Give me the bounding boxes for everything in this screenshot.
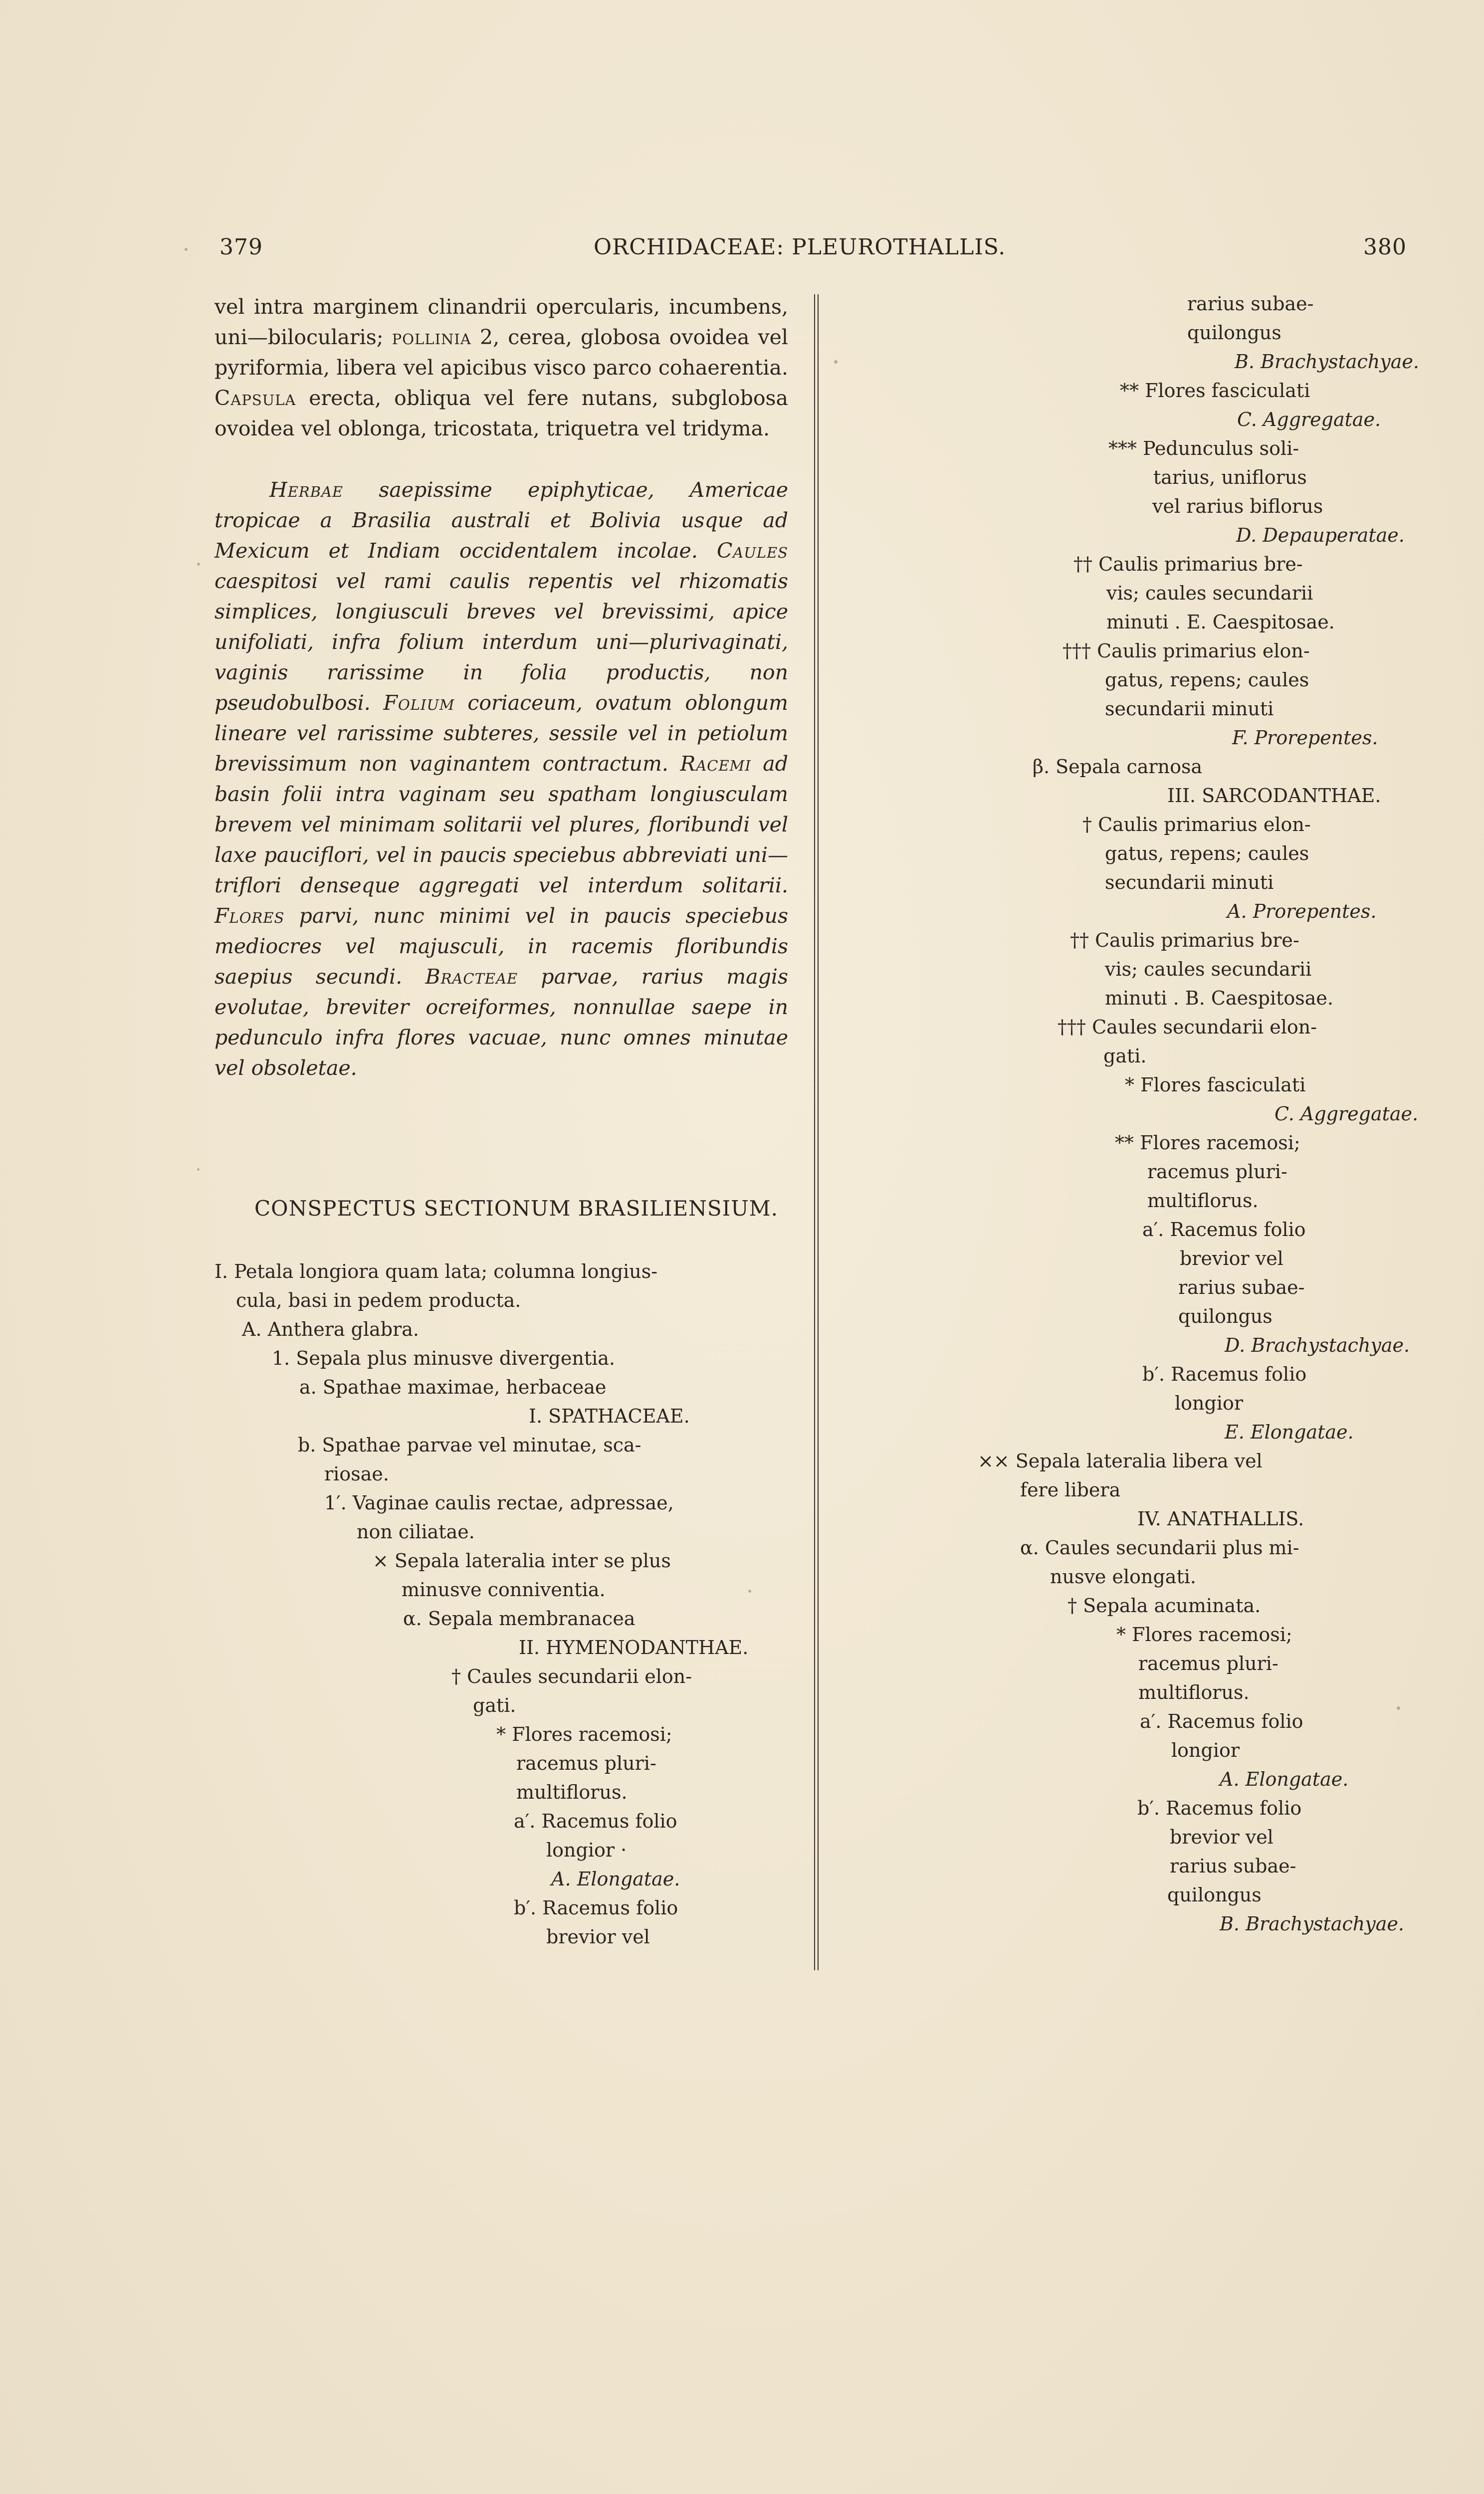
paper-speck bbox=[185, 248, 188, 251]
key-line: multiflorus. bbox=[1138, 1681, 1250, 1703]
key-line: *** Pedunculus soli- bbox=[1108, 437, 1299, 459]
key-line: gati. bbox=[1103, 1045, 1147, 1067]
key-line: b. Spathae parvae vel minutae, sca- bbox=[298, 1434, 641, 1456]
smallcaps-term: Caules bbox=[716, 539, 788, 563]
key-line: tarius, uniflorus bbox=[1153, 466, 1307, 488]
paper-speck bbox=[834, 360, 838, 364]
key-line: cula, basi in pedem producta. bbox=[236, 1289, 521, 1311]
subsection-label: F. Prorepentes. bbox=[1232, 727, 1378, 749]
key-line: vel rarius biflorus bbox=[1152, 495, 1323, 517]
subsection-name bbox=[1274, 1099, 1418, 1128]
text-run: vel intra marginem clinandrii opercularis, incumbens, uni—bilocularis; bbox=[214, 295, 788, 349]
key-line: brevior vel bbox=[546, 1926, 650, 1948]
key-line: quilongus bbox=[1178, 1305, 1272, 1327]
subsection-label: A. Elongatae. bbox=[1220, 1768, 1349, 1790]
key-line: a. Spathae maximae, herbaceae bbox=[299, 1376, 607, 1398]
smallcaps-term: Herbae bbox=[269, 478, 344, 502]
subsection-name bbox=[1236, 521, 1405, 550]
key-line: brevior vel bbox=[1180, 1247, 1283, 1269]
key-line: b′. Racemus folio bbox=[1137, 1797, 1302, 1819]
key-line: nusve elongati. bbox=[1050, 1566, 1196, 1588]
key-line: a′. Racemus folio bbox=[1142, 1219, 1306, 1241]
key-line: a′. Racemus folio bbox=[1140, 1710, 1303, 1732]
subsection-label: A. Elongatae. bbox=[551, 1868, 680, 1890]
smallcaps-term: Racemi bbox=[680, 752, 751, 776]
section-name: III. SARCODANTHAE. bbox=[1167, 785, 1381, 807]
text-run: ad basin folii intra vaginam seu spatham longiusculam brevem vel minimam solitarii vel plures, floribundi vel laxe pauciflori, vel in paucis speciebus abbreviati uni—triflori denseque aggregati vel interdum solitarii. bbox=[214, 752, 789, 897]
key-line: * Flores racemosi; bbox=[496, 1723, 672, 1745]
key-line: gati. bbox=[473, 1694, 516, 1716]
key-line: longior · bbox=[546, 1839, 627, 1861]
key-line: * Flores fasciculati bbox=[1125, 1074, 1306, 1096]
key-line: minuti . E. Caespitosae. bbox=[1106, 611, 1335, 633]
key-line: multiflorus. bbox=[1147, 1190, 1259, 1212]
key-line: ††† Caules secundarii elon- bbox=[1058, 1016, 1317, 1038]
key-line: 1. Sepala plus minusve divergentia. bbox=[272, 1347, 615, 1369]
subsection-name bbox=[1227, 897, 1377, 926]
key-line: rarius subae- bbox=[1178, 1276, 1305, 1298]
key-line: α. Caules secundarii plus mi- bbox=[1020, 1537, 1299, 1559]
key-line: racemus pluri- bbox=[516, 1752, 656, 1774]
key-line: †† Caulis primarius bre- bbox=[1073, 553, 1303, 575]
subsection-name bbox=[1220, 1765, 1348, 1794]
smallcaps-term: pollinia bbox=[392, 325, 471, 349]
smallcaps-term: Flores bbox=[214, 904, 285, 928]
smallcaps-term: Capsula bbox=[214, 386, 296, 410]
left-column-text bbox=[214, 292, 788, 1083]
key-line: α. Sepala membranacea bbox=[403, 1608, 636, 1630]
text-run: parvi, nunc minimi vel in paucis speciebus mediocres vel majusculi, in racemis floribundis saepius secundi. bbox=[214, 904, 788, 989]
key-line: b′. Racemus folio bbox=[1142, 1363, 1307, 1385]
subsection-label: A. Prorepentes. bbox=[1227, 900, 1377, 922]
key-line: secundarii minuti bbox=[1105, 871, 1274, 893]
subsection-label: D. Depauperatae. bbox=[1236, 524, 1405, 546]
smallcaps-term: Folium bbox=[383, 691, 455, 715]
key-line: β. Sepala carnosa bbox=[1033, 756, 1203, 778]
subsection-name bbox=[1237, 405, 1381, 434]
paper-speck bbox=[197, 1168, 200, 1171]
subsection-label: C. Aggregatae. bbox=[1237, 409, 1381, 430]
key-line: a′. Racemus folio bbox=[514, 1810, 677, 1832]
key-line: * Flores racemosi; bbox=[1116, 1624, 1292, 1646]
subsection-name bbox=[1220, 1909, 1404, 1938]
key-line: minuti . B. Caespitosae. bbox=[1105, 987, 1333, 1009]
key-line: ** Flores fasciculati bbox=[1120, 380, 1310, 402]
section-name: I. SPATHACEAE. bbox=[529, 1405, 690, 1427]
key-line: †† Caulis primarius bre- bbox=[1070, 929, 1299, 951]
text-run: 2, cerea, globosa ovoidea vel pyriformia, libera vel apicibus visco parco cohaerentia. bbox=[214, 325, 788, 380]
paragraph-pollinia-capsula bbox=[214, 292, 788, 444]
key-line: minusve conniventia. bbox=[402, 1579, 606, 1601]
key-line: racemus pluri- bbox=[1138, 1653, 1278, 1674]
text-run: caespitosi vel rami caulis repentis vel rhizomatis simplices, longiusculi breves vel brevissimi, apice unifoliati, infra folium interdum uni—plurivaginati, vaginis rarissime in folia productis, non pseudobulbosi. bbox=[214, 569, 788, 715]
paper-speck bbox=[748, 1590, 751, 1593]
subsection-name bbox=[551, 1865, 680, 1893]
key-line: vis; caules secundarii bbox=[1105, 958, 1312, 980]
key-line: riosae. bbox=[324, 1463, 389, 1485]
key-line: I. Petala longiora quam lata; columna longius- bbox=[214, 1260, 658, 1282]
key-line: brevior vel bbox=[1170, 1826, 1273, 1848]
subsection-label: C. Aggregatae. bbox=[1274, 1103, 1419, 1125]
key-line: multiflorus. bbox=[516, 1781, 628, 1803]
page-header bbox=[219, 234, 1407, 264]
key-line: ×× Sepala lateralia libera vel bbox=[978, 1450, 1263, 1472]
text-run: parvae, rarius magis evolutae, breviter ocreiformes, nonnullae saepe in pedunculo infra flores vacuae, nunc omnes minutae vel obsoletae. bbox=[214, 965, 788, 1080]
key-line: † Sepala acuminata. bbox=[1067, 1595, 1261, 1617]
subsection-label: B. Brachystachyae. bbox=[1235, 351, 1419, 373]
section-name: IV. ANATHALLIS. bbox=[1137, 1508, 1304, 1530]
key-line: longior bbox=[1171, 1739, 1240, 1761]
page-number-right: 380 bbox=[1363, 234, 1407, 260]
subsection-label: D. Brachystachyae. bbox=[1225, 1334, 1410, 1356]
key-line: secundarii minuti bbox=[1105, 698, 1274, 720]
column-divider bbox=[814, 294, 819, 1970]
subsection-name bbox=[1235, 347, 1419, 376]
key-line: vis; caules secundarii bbox=[1106, 582, 1313, 604]
key-line: A. Anthera glabra. bbox=[242, 1318, 420, 1340]
key-line: × Sepala lateralia inter se plus bbox=[373, 1550, 671, 1572]
key-line: quilongus bbox=[1167, 1884, 1262, 1906]
text-run: coriaceum, ovatum oblongum lineare vel rarissime subteres, sessile vel in petiolum brevissimum non vaginantem contractum. bbox=[214, 691, 788, 776]
subsection-name bbox=[1225, 1331, 1410, 1360]
section-name: II. HYMENODANTHAE. bbox=[519, 1637, 749, 1659]
subsection-label: E. Elongatae. bbox=[1225, 1421, 1354, 1443]
key-line: ††† Caulis primarius elon- bbox=[1062, 640, 1310, 662]
smallcaps-term: Bracteae bbox=[425, 965, 518, 989]
subsection-label: B. Brachystachyae. bbox=[1220, 1913, 1404, 1935]
text-run: erecta, obliqua vel fere nutans, subglobosa ovoidea vel oblonga, tricostata, triquetra vel tridyma. bbox=[214, 386, 788, 440]
page-number-left: 379 bbox=[219, 234, 263, 260]
text-run: saepissime epiphyticae, Americae tropicae a Brasilia australi et Bolivia usque ad Mexicum et Indiam occidentalem incolae. bbox=[214, 478, 788, 563]
key-line: † Caulis primarius elon- bbox=[1082, 814, 1311, 835]
paper-speck bbox=[1397, 1706, 1400, 1710]
key-line: quilongus bbox=[1187, 322, 1281, 344]
paper-speck bbox=[197, 563, 200, 566]
subsection-name bbox=[1232, 723, 1378, 752]
key-line: gatus, repens; caules bbox=[1105, 669, 1309, 691]
paragraph-herbae bbox=[214, 475, 788, 1083]
running-title: ORCHIDACEAE: PLEUROTHALLIS. bbox=[594, 234, 1006, 260]
key-line: fere libera bbox=[1020, 1479, 1121, 1501]
key-line: rarius subae- bbox=[1170, 1855, 1296, 1877]
key-line: 1′. Vaginae caulis rectae, adpressae, bbox=[324, 1492, 674, 1514]
conspectus-heading: CONSPECTUS SECTIONUM BRASILIENSIUM. bbox=[254, 1196, 778, 1221]
key-line: non ciliatae. bbox=[357, 1521, 475, 1543]
key-line: gatus, repens; caules bbox=[1105, 842, 1309, 864]
key-line: longior bbox=[1175, 1392, 1244, 1414]
key-line: b′. Racemus folio bbox=[514, 1897, 678, 1919]
key-line: ** Flores racemosi; bbox=[1115, 1132, 1300, 1154]
key-line: rarius subae- bbox=[1187, 293, 1314, 315]
subsection-name bbox=[1225, 1418, 1354, 1447]
key-line: † Caules secundarii elon- bbox=[451, 1665, 692, 1687]
key-line: racemus pluri- bbox=[1147, 1161, 1287, 1183]
